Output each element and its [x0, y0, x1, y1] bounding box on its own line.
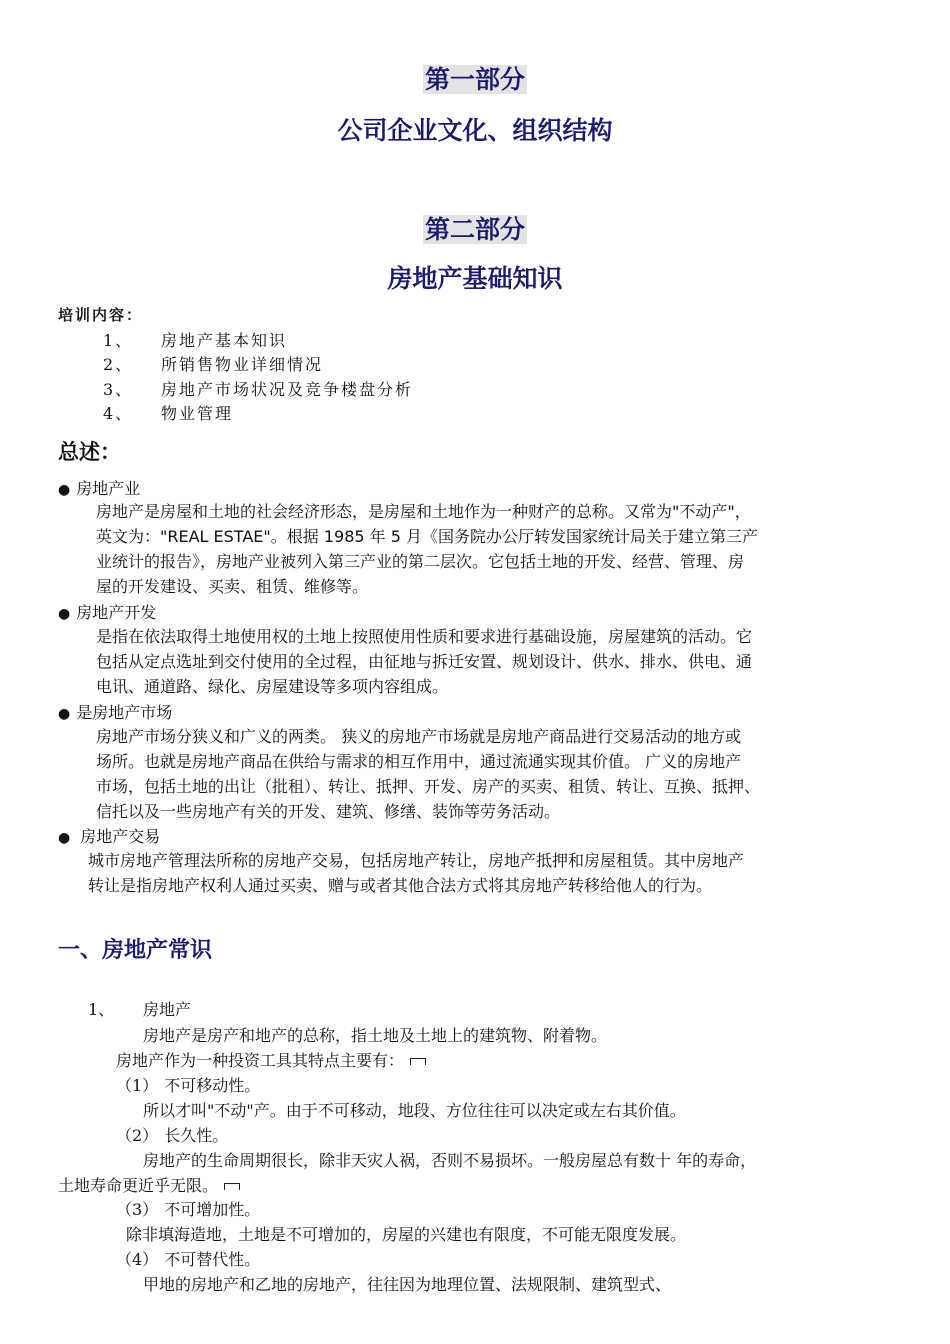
item-title: 房地产: [143, 1000, 192, 1019]
paragraph-mark-icon: [410, 1058, 426, 1065]
bullet-dot-icon: ●: [58, 706, 71, 722]
part1-subtitle: 公司企业文化、组织结构: [337, 116, 613, 145]
feature-item: （3） 不可增加性。: [116, 1200, 261, 1219]
paragraph-mark-icon: [224, 1183, 240, 1190]
bullet-paragraph: 是指在依法取得土地使用权的土地上按照使用性质和要求进行基础设施，房屋建筑的活动。它 包括从定点选址到交付使用的全过程，由征地与拆迁安置、规划设计、供水、排水、供电、通 电讯、通道路、绿化、房屋建设等多项内容组成。: [96, 627, 753, 696]
training-item: 1、 房地产基本知识: [103, 331, 288, 350]
feature-item: （4） 不可替代性。: [116, 1250, 261, 1269]
training-item: 2、 所销售物业详细情况: [103, 355, 324, 374]
bullet-paragraph: 房地产是房屋和土地的社会经济形态，是房屋和土地作为一种财产的总称。又常为"不动产"， 英文为："REAL ESTAE"。根据 1985 年 5 月《国务院办公厅转发国家统计局关于建立第三产 业统计的报告》，房地产业被列入第三产业的第二层次。它包括土地的开发、经营、管理、房 屋的开发建设、买卖、租赁、维修等。: [96, 502, 758, 596]
feature-item: （2） 长久性。: [116, 1126, 229, 1145]
bullet-item: ● 是房地产市场: [58, 703, 173, 722]
bullet-item: ● 房地产交易: [58, 827, 161, 846]
bullet-dot-icon: ●: [58, 830, 71, 846]
item-number: 1、: [88, 1000, 115, 1019]
features-intro: 房地产作为一种投资工具其特点主要有：: [116, 1048, 426, 1071]
training-item: 3、 房地产市场状况及竞争楼盘分析: [103, 380, 414, 399]
bullet-item: ● 房地产开发: [58, 603, 157, 622]
part2-title: 第二部分: [424, 215, 525, 244]
bullet-paragraph: 房地产市场分狭义和广义的两类。 狭义的房地产市场就是房地产商品进行交易活动的地方或 场所。也就是房地产商品在供给与需求的相互作用中，通过流通实现其价值。 广义的房地产 市场，包括土地的出让（批租）、转让、抵押、开发、房产的买卖、租赁、转让、互换、抵押、 信托以及一些房地产有关的开发、建筑、修缮、装饰等劳务活动。: [96, 727, 761, 821]
feature-desc-cont: 土地寿命更近乎无限。: [58, 1173, 240, 1196]
feature-desc: 房地产的生命周期很长，除非天灾人祸，否则不易损坏。一般房屋总有数十 年的寿命，: [143, 1151, 757, 1170]
training-item: 4、 物业管理: [103, 404, 234, 423]
training-label: 培训内容：: [58, 306, 144, 324]
part2-subtitle: 房地产基础知识: [387, 264, 563, 293]
feature-item: （1） 不可移动性。: [116, 1076, 261, 1095]
definition-text: 房地产是房产和地产的总称，指土地及土地上的建筑物、附着物。: [143, 1026, 608, 1045]
bullet-paragraph: 城市房地产管理法所称的房地产交易，包括房地产转让，房地产抵押和房屋租赁。其中房地产 转让是指房地产权利人通过买卖、赠与或者其他合法方式将其房地产转移给他人的行为。: [88, 851, 745, 895]
bullet-item: ● 房地产业: [58, 479, 141, 498]
section-heading: 一、房地产常识: [58, 938, 213, 963]
overview-heading: 总述：: [58, 440, 121, 464]
part1-title: 第一部分: [424, 65, 525, 94]
bullet-dot-icon: ●: [58, 606, 71, 622]
feature-desc: 除非填海造地，土地是不可增加的，房屋的兴建也有限度，不可能无限度发展。: [126, 1225, 687, 1244]
bullet-dot-icon: ●: [58, 482, 71, 498]
feature-desc: 甲地的房地产和乙地的房地产，往往因为地理位置、法规限制、建筑型式、: [143, 1275, 672, 1294]
feature-desc: 所以才叫"不动"产。由于不可移动，地段、方位往往可以决定或左右其价值。: [143, 1101, 686, 1120]
